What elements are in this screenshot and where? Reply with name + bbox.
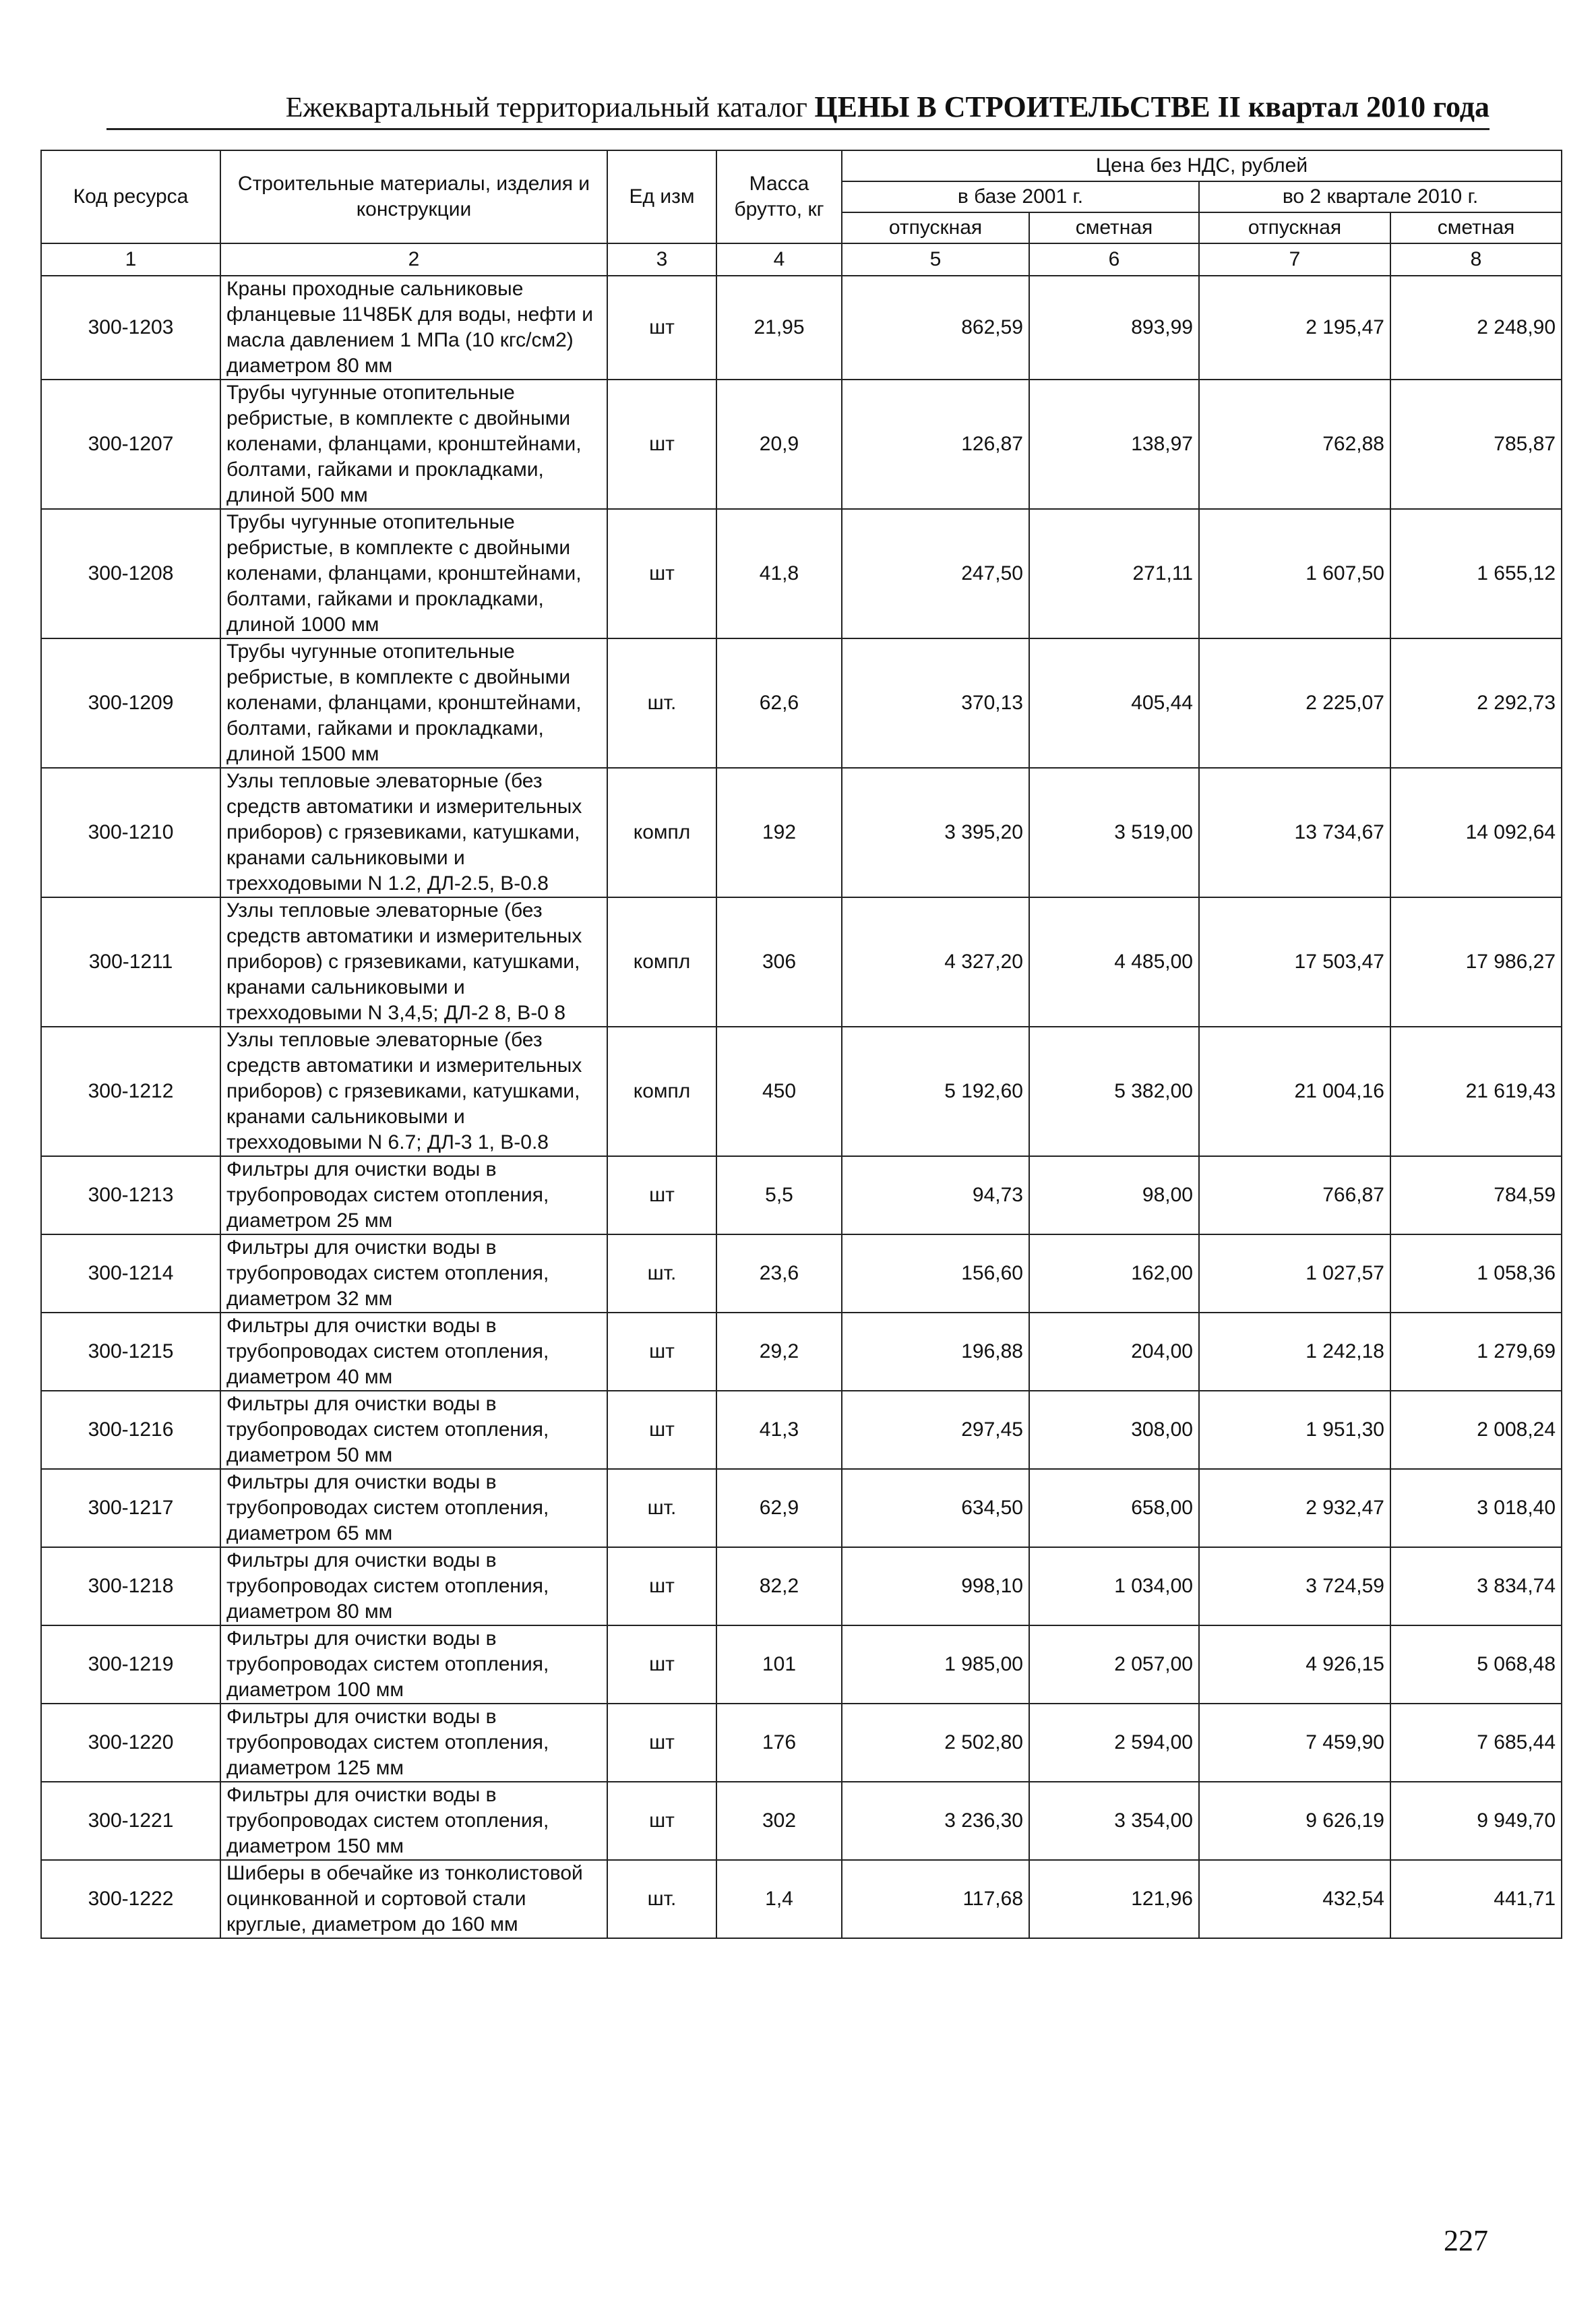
catalog-title: ЦЕНЫ В СТРОИТЕЛЬСТВЕ II квартал 2010 года [814,90,1490,123]
resource-code: 300-1218 [41,1547,220,1625]
table-row [41,1782,1562,1860]
price-current-estimate: 1 058,36 [1390,1234,1562,1313]
table-row [41,638,1562,768]
col-header-unit: Ед изм [607,150,716,243]
table-row [41,509,1562,638]
price-current-sale: 9 626,19 [1199,1782,1390,1860]
price-current-estimate: 784,59 [1390,1156,1562,1234]
price-current-estimate: 21 619,43 [1390,1027,1562,1156]
unit-of-measure: компл [607,1027,716,1156]
unit-of-measure: шт [607,276,716,380]
col-header-base-sale: отпускная [842,212,1029,243]
page-number: 227 [1444,2224,1488,2257]
price-current-estimate: 1 279,69 [1390,1313,1562,1391]
price-base-estimate: 2 594,00 [1029,1704,1199,1782]
column-number: 4 [716,243,842,276]
price-current-estimate: 9 949,70 [1390,1782,1562,1860]
price-current-sale: 3 724,59 [1199,1547,1390,1625]
price-base-estimate: 162,00 [1029,1234,1199,1313]
price-base-estimate: 138,97 [1029,380,1199,509]
price-table [40,150,1562,1939]
price-base-estimate: 3 354,00 [1029,1782,1199,1860]
gross-mass: 302 [716,1782,842,1860]
table-row [41,276,1562,380]
price-current-estimate: 3 018,40 [1390,1469,1562,1547]
price-current-estimate: 14 092,64 [1390,768,1562,897]
price-current-estimate: 2 248,90 [1390,276,1562,380]
gross-mass: 5,5 [716,1156,842,1234]
unit-of-measure: шт. [607,1234,716,1313]
price-base-estimate: 658,00 [1029,1469,1199,1547]
price-base-sale: 247,50 [842,509,1029,638]
unit-of-measure: шт [607,1391,716,1469]
col-header-base-2001: в базе 2001 г. [842,181,1199,212]
price-current-estimate: 785,87 [1390,380,1562,509]
col-header-current-estimate: сметная [1390,212,1562,243]
price-base-sale: 297,45 [842,1391,1029,1469]
gross-mass: 41,3 [716,1391,842,1469]
resource-code: 300-1212 [41,1027,220,1156]
price-base-sale: 370,13 [842,638,1029,768]
price-base-sale: 3 395,20 [842,768,1029,897]
price-base-sale: 5 192,60 [842,1027,1029,1156]
table-row [41,1156,1562,1234]
price-base-estimate: 121,96 [1029,1860,1199,1938]
price-base-estimate: 1 034,00 [1029,1547,1199,1625]
unit-of-measure: компл [607,897,716,1027]
material-description: Фильтры для очистки воды в трубопроводах систем отопления, диаметром 32 мм [220,1234,607,1313]
gross-mass: 101 [716,1625,842,1704]
gross-mass: 176 [716,1704,842,1782]
price-current-estimate: 7 685,44 [1390,1704,1562,1782]
unit-of-measure: шт [607,1782,716,1860]
price-base-sale: 94,73 [842,1156,1029,1234]
price-base-sale: 2 502,80 [842,1704,1029,1782]
unit-of-measure: шт [607,1704,716,1782]
col-header-code: Код ресурса [41,150,220,243]
gross-mass: 192 [716,768,842,897]
price-current-sale: 21 004,16 [1199,1027,1390,1156]
resource-code: 300-1213 [41,1156,220,1234]
material-description: Трубы чугунные отопительные ребристые, в комплекте с двойными коленами, фланцами, кронштейнами, болтами, гайками и прокладками, длиной 1500 мм [220,638,607,768]
resource-code: 300-1221 [41,1782,220,1860]
price-base-sale: 998,10 [842,1547,1029,1625]
price-current-estimate: 441,71 [1390,1860,1562,1938]
price-base-sale: 862,59 [842,276,1029,380]
resource-code: 300-1217 [41,1469,220,1547]
price-base-estimate: 405,44 [1029,638,1199,768]
table-row [41,1469,1562,1547]
price-current-sale: 2 195,47 [1199,276,1390,380]
resource-code: 300-1215 [41,1313,220,1391]
price-current-sale: 766,87 [1199,1156,1390,1234]
gross-mass: 62,6 [716,638,842,768]
price-current-sale: 17 503,47 [1199,897,1390,1027]
price-current-estimate: 2 292,73 [1390,638,1562,768]
resource-code: 300-1216 [41,1391,220,1469]
col-header-mass: Масса брутто, кг [716,150,842,243]
price-base-sale: 196,88 [842,1313,1029,1391]
table-row [41,1027,1562,1156]
gross-mass: 23,6 [716,1234,842,1313]
table-row [41,897,1562,1027]
price-base-estimate: 204,00 [1029,1313,1199,1391]
price-base-sale: 3 236,30 [842,1782,1029,1860]
gross-mass: 306 [716,897,842,1027]
price-base-estimate: 4 485,00 [1029,897,1199,1027]
table-row [41,1860,1562,1938]
material-description: Узлы тепловые элеваторные (без средств автоматики и измерительных приборов) с грязевиками, катушками, кранами сальниковыми и трехходовыми N 1.2, ДЛ-2.5, В-0.8 [220,768,607,897]
col-header-q2-2010: во 2 квартале 2010 г. [1199,181,1562,212]
price-current-estimate: 17 986,27 [1390,897,1562,1027]
price-current-sale: 2 225,07 [1199,638,1390,768]
material-description: Шиберы в обечайке из тонколистовой оцинкованной и сортовой стали круглые, диаметром до 160 мм [220,1860,607,1938]
gross-mass: 450 [716,1027,842,1156]
table-body [41,276,1562,1938]
unit-of-measure: шт [607,1313,716,1391]
col-header-current-sale: отпускная [1199,212,1390,243]
table-row [41,1704,1562,1782]
price-current-sale: 1 607,50 [1199,509,1390,638]
material-description: Фильтры для очистки воды в трубопроводах систем отопления, диаметром 125 мм [220,1704,607,1782]
table-row [41,1391,1562,1469]
price-base-sale: 4 327,20 [842,897,1029,1027]
price-base-sale: 1 985,00 [842,1625,1029,1704]
table-row [41,1234,1562,1313]
unit-of-measure: компл [607,768,716,897]
unit-of-measure: шт [607,380,716,509]
page-header [106,86,1490,130]
gross-mass: 62,9 [716,1469,842,1547]
col-header-price: Цена без НДС, рублей [842,150,1562,181]
gross-mass: 41,8 [716,509,842,638]
material-description: Узлы тепловые элеваторные (без средств автоматики и измерительных приборов) с грязевиками, катушками, кранами сальниковыми и трехходовыми N 3,4,5; ДЛ-2 8, В-0 8 [220,897,607,1027]
resource-code: 300-1203 [41,276,220,380]
unit-of-measure: шт [607,1625,716,1704]
gross-mass: 20,9 [716,380,842,509]
unit-of-measure: шт. [607,1860,716,1938]
material-description: Трубы чугунные отопительные ребристые, в комплекте с двойными коленами, фланцами, кронштейнами, болтами, гайками и прокладками, длиной 1000 мм [220,509,607,638]
column-number: 6 [1029,243,1199,276]
resource-code: 300-1220 [41,1704,220,1782]
gross-mass: 82,2 [716,1547,842,1625]
table-row [41,1625,1562,1704]
table-row [41,768,1562,897]
table-row [41,380,1562,509]
column-number: 2 [220,243,607,276]
resource-code: 300-1219 [41,1625,220,1704]
price-base-estimate: 98,00 [1029,1156,1199,1234]
price-base-sale: 634,50 [842,1469,1029,1547]
price-current-sale: 1 027,57 [1199,1234,1390,1313]
resource-code: 300-1210 [41,768,220,897]
gross-mass: 29,2 [716,1313,842,1391]
price-base-estimate: 271,11 [1029,509,1199,638]
material-description: Фильтры для очистки воды в трубопроводах систем отопления, диаметром 50 мм [220,1391,607,1469]
unit-of-measure: шт. [607,638,716,768]
catalog-name: Ежеквартальный территориальный каталог [285,92,815,123]
resource-code: 300-1208 [41,509,220,638]
column-number: 5 [842,243,1029,276]
col-header-materials: Строительные материалы, изделия и конструкции [220,150,607,243]
resource-code: 300-1222 [41,1860,220,1938]
material-description: Фильтры для очистки воды в трубопроводах систем отопления, диаметром 100 мм [220,1625,607,1704]
material-description: Фильтры для очистки воды в трубопроводах систем отопления, диаметром 25 мм [220,1156,607,1234]
price-current-sale: 13 734,67 [1199,768,1390,897]
column-number: 1 [41,243,220,276]
material-description: Фильтры для очистки воды в трубопроводах систем отопления, диаметром 65 мм [220,1469,607,1547]
column-number: 8 [1390,243,1562,276]
column-number: 7 [1199,243,1390,276]
material-description: Фильтры для очистки воды в трубопроводах систем отопления, диаметром 40 мм [220,1313,607,1391]
price-current-sale: 432,54 [1199,1860,1390,1938]
gross-mass: 21,95 [716,276,842,380]
material-description: Узлы тепловые элеваторные (без средств автоматики и измерительных приборов) с грязевиками, катушками, кранами сальниковыми и трехходовыми N 6.7; ДЛ-3 1, В-0.8 [220,1027,607,1156]
material-description: Фильтры для очистки воды в трубопроводах систем отопления, диаметром 80 мм [220,1547,607,1625]
price-base-sale: 156,60 [842,1234,1029,1313]
resource-code: 300-1211 [41,897,220,1027]
price-base-sale: 126,87 [842,380,1029,509]
price-current-sale: 7 459,90 [1199,1704,1390,1782]
price-current-estimate: 3 834,74 [1390,1547,1562,1625]
unit-of-measure: шт [607,1547,716,1625]
resource-code: 300-1209 [41,638,220,768]
price-base-estimate: 308,00 [1029,1391,1199,1469]
price-current-estimate: 2 008,24 [1390,1391,1562,1469]
material-description: Фильтры для очистки воды в трубопроводах систем отопления, диаметром 150 мм [220,1782,607,1860]
col-header-base-estimate: сметная [1029,212,1199,243]
price-base-sale: 117,68 [842,1860,1029,1938]
price-current-sale: 2 932,47 [1199,1469,1390,1547]
unit-of-measure: шт. [607,1469,716,1547]
price-base-estimate: 5 382,00 [1029,1027,1199,1156]
price-base-estimate: 893,99 [1029,276,1199,380]
price-base-estimate: 3 519,00 [1029,768,1199,897]
column-number-row [41,243,1562,276]
price-current-sale: 1 951,30 [1199,1391,1390,1469]
price-current-estimate: 1 655,12 [1390,509,1562,638]
unit-of-measure: шт [607,509,716,638]
unit-of-measure: шт [607,1156,716,1234]
column-number: 3 [607,243,716,276]
table-row [41,1547,1562,1625]
table-row [41,1313,1562,1391]
material-description: Трубы чугунные отопительные ребристые, в комплекте с двойными коленами, фланцами, кронштейнами, болтами, гайками и прокладками, длиной 500 мм [220,380,607,509]
price-current-estimate: 5 068,48 [1390,1625,1562,1704]
price-current-sale: 1 242,18 [1199,1313,1390,1391]
resource-code: 300-1207 [41,380,220,509]
material-description: Краны проходные сальниковые фланцевые 11Ч8БК для воды, нефти и масла давлением 1 МПа (10 кгс/см2) диаметром 80 мм [220,276,607,380]
price-current-sale: 762,88 [1199,380,1390,509]
price-current-sale: 4 926,15 [1199,1625,1390,1704]
resource-code: 300-1214 [41,1234,220,1313]
price-base-estimate: 2 057,00 [1029,1625,1199,1704]
gross-mass: 1,4 [716,1860,842,1938]
